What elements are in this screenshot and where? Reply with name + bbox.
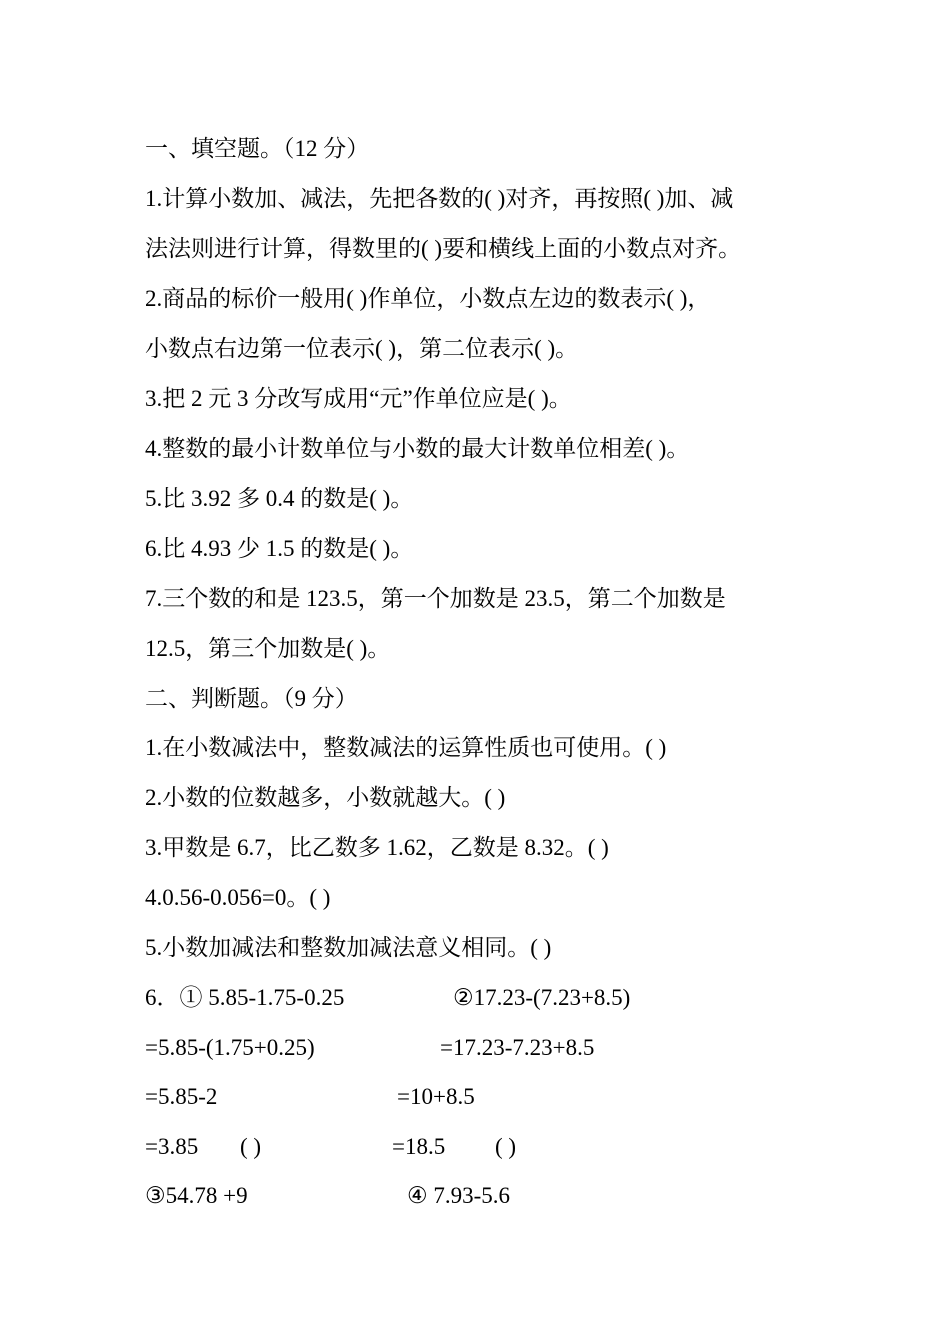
calc-row-1 — [145, 973, 845, 1023]
calc-row-2-left: =5.85-(1.75+0.25) — [145, 1035, 315, 1060]
calc-row-1-left: 6．① 5.85-1.75-0.25 — [145, 985, 345, 1010]
fill-blank-line-3: 2.商品的标价一般用( )作单位，小数点左边的数表示( )， — [145, 286, 711, 311]
fill-blank-line-2: 法法则进行计算，得数里的( )要和横线上面的小数点对齐。 — [145, 236, 742, 261]
fill-blank-line-5: 3.把 2 元 3 分改写成用“元”作单位应是( )。 — [145, 386, 572, 411]
calc-row-4-left: =3.85 — [145, 1134, 199, 1159]
calc-row-4-left-paren: ( ) — [240, 1134, 262, 1159]
fill-blank-line-10: 12.5，第三个加数是( )。 — [145, 636, 391, 661]
calc-row-5 — [145, 1171, 845, 1221]
calc-row-4 — [145, 1122, 845, 1172]
fill-blank-line-4: 小数点右边第一位表示( )，第二位表示( )。 — [145, 336, 579, 361]
calc-row-3-left: =5.85-2 — [145, 1084, 218, 1109]
judge-line-5: 5.小数加减法和整数加减法意义相同。( ) — [145, 935, 552, 960]
fill-blank-line-6: 4.整数的最小计数单位与小数的最大计数单位相差( )。 — [145, 436, 690, 461]
fill-blank-line-1: 1.计算小数加、减法，先把各数的( )对齐，再按照( )加、减 — [145, 186, 734, 211]
calc-row-4-right-paren: ( ) — [495, 1134, 517, 1159]
calc-row-3-right: =10+8.5 — [397, 1084, 475, 1109]
judge-line-1: 1.在小数减法中，整数减法的运算性质也可使用。( ) — [145, 735, 667, 760]
calc-row-4-right: =18.5 — [392, 1134, 446, 1159]
calc-row-2 — [145, 1023, 845, 1073]
calc-row-1-right: ②17.23-(7.23+8.5) — [453, 985, 631, 1010]
fill-blank-line-9: 7.三个数的和是 123.5，第一个加数是 23.5，第二个加数是 — [145, 586, 726, 611]
calc-row-3 — [145, 1072, 845, 1122]
calc-row-5-right: ④ 7.93-5.6 — [407, 1183, 511, 1208]
judge-line-2: 2.小数的位数越多，小数就越大。( ) — [145, 785, 506, 810]
fill-blank-line-8: 6.比 4.93 少 1.5 的数是( )。 — [145, 536, 414, 561]
judge-line-4: 4.0.56-0.056=0。( ) — [145, 885, 331, 910]
calc-row-2-right: =17.23-7.23+8.5 — [440, 1035, 595, 1060]
calc-row-5-left: ③54.78 +9 — [145, 1183, 248, 1208]
section2-title: 二、判断题。（9 分） — [145, 686, 358, 711]
section1-title: 一、填空题。（12 分） — [145, 136, 370, 161]
fill-blank-line-7: 5.比 3.92 多 0.4 的数是( )。 — [145, 486, 414, 511]
judge-line-3: 3.甲数是 6.7，比乙数多 1.62，乙数是 8.32。( ) — [145, 835, 609, 860]
